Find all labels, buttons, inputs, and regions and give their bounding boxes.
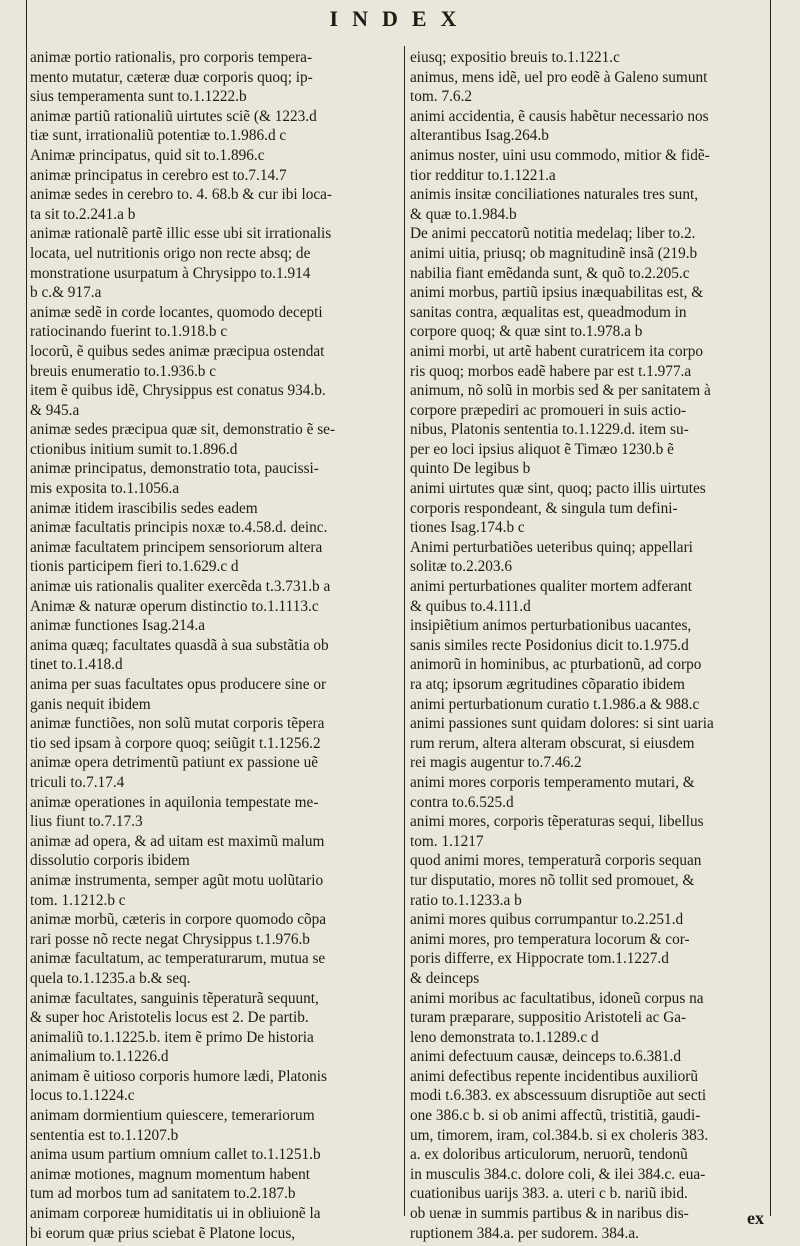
index-line: tio sed ipsam à corpore quoq; seiũgit t.1.1256.2 — [30, 734, 321, 752]
index-line: animæ instrumenta, semper agũt motu uolũtario — [30, 871, 324, 889]
index-line: sius temperamenta sunt to.1.1222.b — [30, 88, 247, 106]
index-line: locorũ, ẽ quibus sedes animæ præcipua ostendat — [30, 342, 325, 360]
index-line: animi uitia, priusq; ob magnitudinẽ insã (219.b — [410, 244, 698, 262]
index-line: tom. 1.1217 — [410, 832, 484, 850]
index-line: tiones Isag.174.b c — [410, 519, 525, 537]
index-line: & quibus to.4.111.d — [410, 597, 531, 615]
index-line: um, timorem, iram, col.384.b. si ex choleris 383. — [410, 1126, 709, 1144]
index-line: lius fiunt to.7.17.3 — [30, 813, 143, 831]
index-line: animæ principatus in cerebro est to.7.14.7 — [30, 166, 287, 184]
index-line: ob uenæ in summis partibus & in naribus dis- — [410, 1205, 689, 1223]
index-line: De animi peccatorũ notitia medelaq; liber to.2. — [410, 225, 696, 243]
index-line: animorũ in hominibus, ac pturbationũ, ad corpo — [410, 656, 702, 674]
index-line: nabilia fiant emẽdanda sunt, & quõ to.2.205.c — [410, 264, 690, 282]
catchword: ex — [747, 1208, 764, 1228]
index-line: triculi to.7.17.4 — [30, 773, 125, 791]
index-line: animalium to.1.1226.d — [30, 1048, 169, 1066]
index-line: bi eorum quæ prius sciebat ẽ Platone locus, — [30, 1224, 296, 1242]
index-line: animi perturbationum curatio t.1.986.a & 988.c — [410, 695, 700, 713]
index-line: dissolutio corporis ibidem — [30, 852, 190, 870]
index-line: tom. 1.1212.b c — [30, 891, 126, 909]
index-line: animæ sedes præcipua quæ sit, demonstratio ẽ se- — [30, 421, 336, 439]
index-line: animi mores quibus corrumpantur to.2.251.d — [410, 911, 684, 929]
index-line: solitæ to.2.203.6 — [410, 558, 512, 576]
index-line: anima usum partium omnium callet to.1.1251.b — [30, 1146, 321, 1164]
index-line: Animæ principatus, quid sit to.1.896.c — [30, 146, 265, 164]
index-line: poris differre, ex Hippocrate tom.1.1227.d — [410, 950, 669, 968]
right-rule — [770, 0, 771, 1216]
index-line: insipiẽtium animos perturbationibus uacantes, — [410, 617, 692, 635]
index-line: quela to.1.1235.a b.& seq. — [30, 969, 191, 987]
index-line: corporis respondeant, & singula tum defini- — [410, 499, 678, 517]
index-line: tur disputatio, mores nõ tollit sed promouet, & — [410, 871, 695, 889]
index-line: animi morbus, partiũ ipsius inæquabilitas est, & — [410, 284, 704, 302]
index-line: animæ functiones Isag.214.a — [30, 617, 206, 635]
index-line: animam corporeæ humiditatis ui in obliuionẽ la — [30, 1205, 321, 1223]
index-line: animi uirtutes quæ sint, quoq; pacto illis uirtutes — [410, 480, 706, 498]
index-line: animi defectibus repente incidentibus auxiliorũ — [410, 1067, 699, 1085]
index-line: animam ẽ uitioso corporis humore lædi, Platonis — [30, 1067, 327, 1085]
index-line: animæ ad opera, & ad uitam est maximũ malum — [30, 832, 325, 850]
index-line: tinet to.1.418.d — [30, 656, 123, 674]
index-line: sanis similes recte Posidonius dicit to.1.975.d — [410, 636, 689, 654]
index-line: animæ facultatis principis noxæ to.4.58.d. deinc. — [30, 519, 328, 537]
index-line: per eo loci ipsius aliquot ẽ Timæo 1230.b ẽ — [410, 440, 674, 458]
index-line: one 386.c b. si ob animi affectũ, tristitiã, gaudi- — [410, 1107, 701, 1125]
index-line: b c.& 917.a — [30, 284, 102, 302]
index-line: animæ itidem irascibilis sedes eadem — [30, 499, 258, 517]
index-line: animi mores, pro temperatura locorum & cor- — [410, 930, 690, 948]
index-line: animæ partiũ rationaliũ uirtutes sciẽ (& 1223.d — [30, 107, 317, 125]
index-line: tionis participem fieri to.1.629.c d — [30, 558, 239, 576]
index-line: nibus, Platonis sententia to.1.1229.d. item su- — [410, 421, 689, 439]
index-line: ruptionem 384.a. per sudorem. 384.a. — [410, 1224, 639, 1242]
index-line: monstratione usurpatum à Chrysippo to.1.914 — [30, 264, 311, 282]
index-line: ta sit to.2.241.a b — [30, 205, 136, 223]
index-line: & super hoc Aristotelis locus est 2. De partib. — [30, 1009, 309, 1027]
index-line: & deinceps — [410, 969, 480, 987]
index-line: in musculis 384.c. dolore coli, & ilei 384.c. eua- — [410, 1165, 706, 1183]
index-line: rum rerum, altera alteram obscurat, si eiusdem — [410, 734, 695, 752]
index-line: contra to.6.525.d — [410, 793, 514, 811]
index-line: alterantibus Isag.264.b — [410, 127, 549, 145]
index-line: animæ principatus, demonstratio tota, paucissi- — [30, 460, 319, 478]
index-line: tiæ sunt, irrationaliũ potentiæ to.1.986.d c — [30, 127, 287, 145]
index-line: cuationibus uarijs 383. a. uteri c b. nariũ ibid. — [410, 1185, 688, 1203]
index-line: animi mores, corporis tẽperaturas sequi, libellus — [410, 813, 704, 831]
index-line: animis insitæ conciliationes naturales tres sunt, — [410, 186, 699, 204]
index-line: ratiocinando fuerint to.1.918.b c — [30, 323, 228, 341]
index-line: & 945.a — [30, 401, 80, 419]
index-line: animæ sedes in cerebro to. 4. 68.b & cur ibi loca- — [30, 186, 333, 204]
index-line: animæ sedẽ in corde locantes, quomodo decepti — [30, 303, 323, 321]
index-line: tom. 7.6.2 — [410, 88, 473, 106]
index-line: leno demonstrata to.1.1289.c d — [410, 1028, 599, 1046]
index-line: animæ facultatum, ac temperaturarum, mutua se — [30, 950, 326, 968]
left-rule — [26, 0, 27, 1246]
index-line: locata, uel nutritionis origo non recte absq; de — [30, 244, 311, 262]
index-line: animæ facultatem principem sensoriorum altera — [30, 538, 323, 556]
index-line: breuis enumeratio to.1.936.b c — [30, 362, 217, 380]
index-line: animæ uis rationalis qualiter exercẽda t.3.731.b a — [30, 578, 331, 596]
index-line: locus to.1.1224.c — [30, 1087, 135, 1105]
index-line: ra atq; ipsorum ægritudines cõparatio ibidem — [410, 676, 685, 693]
index-line: Animæ & naturæ operum distinctio to.1.1113.c — [30, 597, 319, 615]
index-line: a. ex doloribus articulorum, neruorũ, tendonũ — [410, 1146, 688, 1164]
index-line: mento mutatur, cæteræ duæ corporis quoq; ip- — [30, 68, 313, 86]
index-line: animæ rationalẽ partẽ illic esse ubi sit irrationalis — [30, 225, 332, 243]
index-line: ratio to.1.1233.a b — [410, 891, 522, 909]
column-divider — [404, 46, 405, 1216]
index-line: & quæ to.1.984.b — [410, 205, 517, 223]
index-line: animaliũ to.1.1225.b. item ẽ primo De historia — [30, 1028, 314, 1046]
index-line: animus noster, uini usu commodo, mitior & fidẽ- — [410, 146, 710, 164]
index-line: anima per suas facultates opus producere sine or — [30, 676, 327, 693]
index-line: anima quæq; facultates quasdã à sua substãtia ob — [30, 636, 329, 654]
index-line: tior redditur to.1.1221.a — [410, 166, 556, 184]
page-title: INDEX — [329, 6, 471, 31]
index-line: animus, mens idẽ, uel pro eodẽ à Galeno sumunt — [410, 68, 708, 86]
index-line: animum, nõ solũ in morbis sed & per sanitatem à — [410, 382, 711, 400]
index-line: turam præparare, suppositio Aristoteli ac Ga- — [410, 1009, 687, 1027]
index-line: animi perturbationes qualiter mortem adferant — [410, 578, 693, 596]
index-line: animi moribus ac facultatibus, idoneũ corpus na — [410, 989, 704, 1007]
index-line: animæ facultates, sanguinis tẽperaturã sequunt, — [30, 989, 319, 1007]
index-line: animæ operationes in aquilonia tempestate me- — [30, 793, 319, 811]
index-line: corpore præpediri ac promoueri in suis actio- — [410, 401, 687, 419]
index-line: quinto De legibus b — [410, 460, 531, 478]
index-line: ganis nequit ibidem — [30, 695, 151, 713]
index-line: tum ad morbos tum ad sanitatem to.2.187.b — [30, 1185, 296, 1203]
index-line: animi mores corporis temperamento mutari, & — [410, 773, 695, 791]
index-line: animæ portio rationalis, pro corporis tempera- — [30, 49, 313, 66]
index-line: quod animi mores, temperaturã corporis sequan — [410, 852, 702, 870]
index-line: animi defectuum causæ, deinceps to.6.381.d — [410, 1048, 682, 1066]
right-column — [410, 48, 766, 1243]
index-line: sententia est to.1.1207.b — [30, 1126, 179, 1144]
index-line: animæ morbũ, cæteris in corpore quomodo cõpa — [30, 911, 327, 929]
index-line: rari posse nõ recte negat Chrysippus t.1.976.b — [30, 930, 310, 948]
left-column — [30, 48, 398, 1243]
index-line: eiusq; expositio breuis to.1.1221.c — [410, 49, 620, 66]
index-line: animi morbi, ut artẽ habent curatricem ita corpo — [410, 342, 704, 360]
index-line: sanitas contra, æqualitas est, queadmodum in — [410, 303, 687, 321]
index-line: ctionibus initium sumit to.1.896.d — [30, 440, 238, 458]
index-line: mis exposita to.1.1056.a — [30, 480, 180, 498]
index-line: animæ opera detrimentũ patiunt ex passione uẽ — [30, 754, 319, 772]
index-line: animæ functiões, non solũ mutat corporis tẽpera — [30, 715, 325, 733]
index-line: ris quoq; morbos eadẽ habere par est t.1.977.a — [410, 362, 692, 380]
index-line: modi t.6.383. ex abscessuum disruptiõe aut secti — [410, 1087, 707, 1105]
index-line: item ẽ quibus idẽ, Chrysippus est conatus 934.b. — [30, 382, 326, 400]
index-line: corpore quoq; & quæ sint to.1.978.a b — [410, 323, 643, 341]
index-line: animæ motiones, magnum momentum habent — [30, 1165, 310, 1183]
index-line: animam dormientium quiescere, temerariorum — [30, 1107, 315, 1125]
index-line: Animi perturbatiões ueteribus quinq; appellari — [410, 538, 693, 556]
index-line: rei magis augentur to.7.46.2 — [410, 754, 582, 772]
index-line: animi passiones sunt quidam dolores: si sint uaria — [410, 715, 714, 733]
index-line: animi accidentia, ẽ causis habẽtur necessario nos — [410, 107, 709, 125]
